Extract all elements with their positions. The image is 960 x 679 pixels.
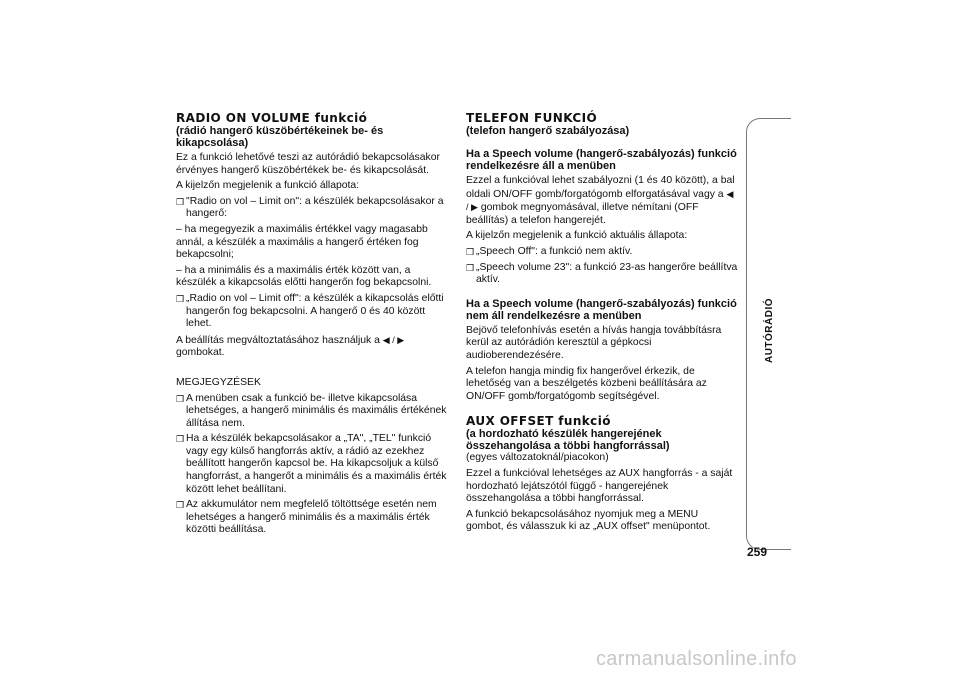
notes-heading: MEGJEGYZÉSEK bbox=[176, 376, 261, 388]
subheading-speech-unavailable: Ha a Speech volume (hangerő-szabályozás) funkció nem áll rendelkezésre a menüben bbox=[466, 297, 737, 322]
section-subtitle-line2: összehangolása a többi hangforrással) bbox=[466, 440, 670, 453]
checkbox-bullet-icon: ❒ bbox=[176, 500, 185, 511]
right-column bbox=[466, 112, 738, 537]
checkbox-bullet-icon: ❒ bbox=[466, 262, 475, 273]
list-item: ❒ "Radio on vol – Limit on": a készülék bekapcsolásakor a hangerő: bbox=[176, 195, 444, 220]
section-title-radio-on-volume: RADIO ON VOLUME funkció bbox=[176, 111, 368, 125]
list-item: ❒ Az akkumulátor nem megfelelő töltöttsége esetén nem lehetséges a hangerő minimális és a maximális érték közötti beállítása. bbox=[176, 499, 437, 536]
list-item: ❒ A menüben csak a funkció be- illetve kikapcsolása lehetséges, a hangerő minimális és maximális értékének állítása nem. bbox=[176, 392, 447, 429]
arrow-left-right-icon: ◀ / ▶ bbox=[382, 334, 405, 345]
section-subtitle-line1: (a hordozható készülék hangerejének bbox=[466, 428, 662, 441]
paragraph: A funkció bekapcsolásához nyomjuk meg a MENU gombot, és válasszuk ki az „AUX offset" menüpontot. bbox=[466, 508, 711, 533]
paragraph: – ha megegyezik a maximális értékkel vagy magasabb annál, a készülék a maximális a hangerő értéken fog bekapcsolni; bbox=[176, 223, 428, 261]
section-subtitle-line1: (rádió hangerő küszöbértékeinek be- és bbox=[176, 125, 384, 137]
subheading-speech-available: Ha a Speech volume (hangerő-szabályozás) funkció rendelkezésre áll a menüben bbox=[466, 148, 737, 172]
arrow-left-right-icon: ◀ / ▶ bbox=[466, 188, 734, 213]
paragraph: A kijelzőn megjelenik a funkció állapota: bbox=[176, 180, 360, 192]
section-subtitle: (telefon hangerő szabályozása) bbox=[466, 125, 630, 137]
watermark: carmanualsonline.info bbox=[596, 648, 797, 670]
section-subtitle-line2: kikapcsolása) bbox=[176, 137, 249, 149]
paragraph: Ezzel a funkcióval lehetséges az AUX hangforrás - a saját hordozható lejátszótól függő - hangerejének összehangolása a többi hangforrással. bbox=[466, 467, 733, 505]
paragraph: Ezzel a funkcióval lehet szabályozni (1 és 40 között), a bal oldali ON/OFF gomb/forgatógomb elforgatásával vagy a ◀ / ▶ gombok megnyomásával, illetve némítani (OFF beállítás) a telefon hangerejét. bbox=[466, 175, 735, 226]
checkbox-bullet-icon: ❒ bbox=[466, 246, 475, 257]
page-number: 259 bbox=[747, 545, 768, 559]
paragraph: Ez a funkció lehetővé teszi az autórádió bekapcsolásakor érvényes hangerő küszöbértékek be- és kikapcsolását. bbox=[176, 152, 440, 176]
paragraph: A beállítás megváltoztatásához használjuk a ◀ / ▶ gombokat. bbox=[176, 334, 405, 359]
chapter-tab-label: AUTÓRÁDIÓ bbox=[764, 297, 776, 363]
paragraph: Bejövő telefonhívás esetén a hívás hangja továbbításra kerül az autórádión keresztül a gépkocsi audioberendezésére. bbox=[466, 324, 722, 361]
checkbox-bullet-icon: ❒ bbox=[176, 196, 185, 207]
checkbox-bullet-icon: ❒ bbox=[176, 293, 185, 304]
list-item: ❒ „Speech volume 23": a funkció 23-as hangerőre beállítva aktív. bbox=[466, 261, 738, 286]
list-item: ❒ „Radio on vol – Limit off": a készülék a kikapcsolás előtti hangerőn fog bekapcsolni. A hangerő 0 és 40 között lehet. bbox=[176, 292, 444, 330]
left-column bbox=[176, 112, 448, 540]
checkbox-bullet-icon: ❒ bbox=[176, 434, 185, 445]
list-item: ❒ Ha a készülék bekapcsolásakor a „TA", „TEL" funkció vagy egy külső hangforrás aktív, a rádió az ezekhez beállított hangerőn kapcsol be. Ha kikapcsoljuk a külső hangforrást, a hangerőt a minimális és a maximális érték között lehet beállítani. bbox=[176, 433, 447, 495]
paragraph: – ha a minimális és a maximális érték között van, a készülék a kikapcsolás előtti hangerőn fog bekapcsolni. bbox=[176, 264, 432, 289]
section-title-telefon: TELEFON FUNKCIÓ bbox=[466, 111, 598, 125]
section-title-aux-offset: AUX OFFSET funkció bbox=[466, 414, 611, 429]
checkbox-bullet-icon: ❒ bbox=[176, 393, 185, 404]
paragraph: (egyes változatoknál/piacokon) bbox=[466, 452, 609, 464]
paragraph: A telefon hangja mindig fix hangerővel érkezik, de lehetőség van a beszélgetés közbeni beállítására az ON/OFF gomb/forgatógomb segítségével. bbox=[466, 365, 707, 402]
paragraph: A kijelzőn megjelenik a funkció aktuális állapota: bbox=[466, 230, 688, 242]
list-item: ❒ „Speech Off": a funkció nem aktív. bbox=[466, 245, 633, 257]
